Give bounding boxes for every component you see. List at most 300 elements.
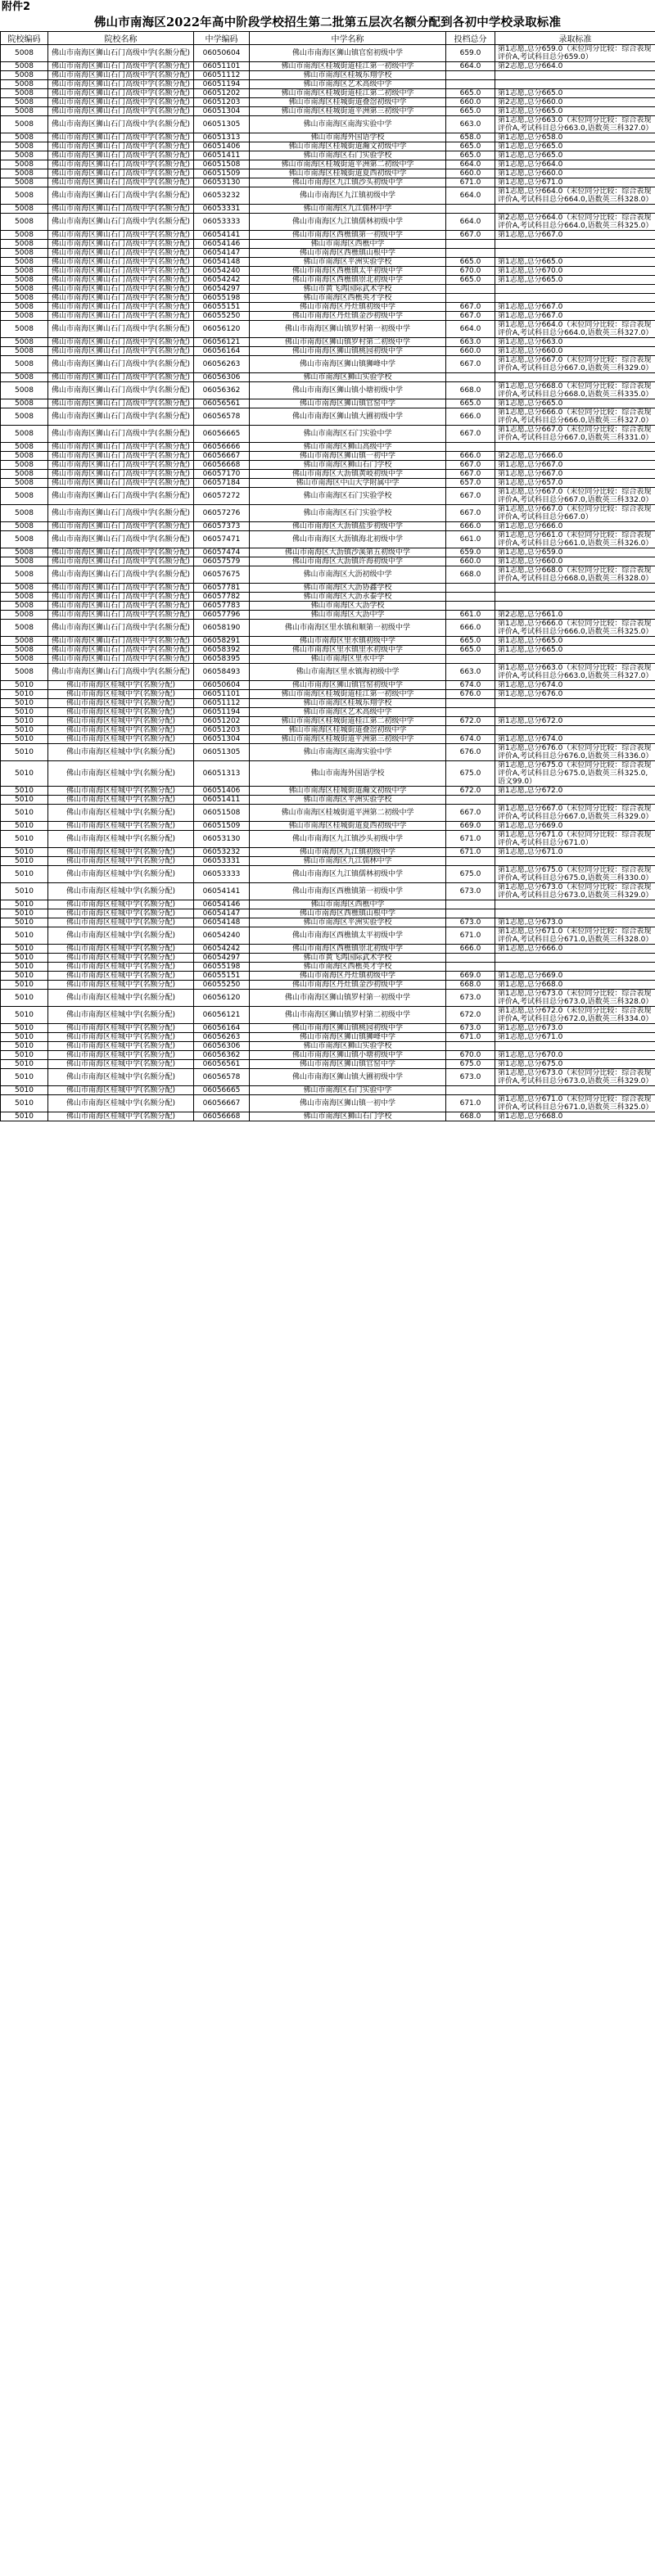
school-code-cell: 5010 [1, 787, 48, 796]
middle-school-name-cell: 佛山市南海区大沥镇海北初级中学 [250, 531, 446, 548]
school-code-cell: 5010 [1, 761, 48, 787]
middle-school-code-cell: 06056665 [194, 1086, 250, 1095]
table-row [1, 169, 655, 178]
admission-standard-cell: 第1志愿,总分668.0 [495, 1112, 655, 1121]
admission-standard-cell: 第1志愿,总分676.0（末位同分比较：综合表现评价A,考试科目总分676.0,语数英三科336.0） [495, 744, 655, 761]
table-row [1, 312, 655, 321]
admission-standard-cell: 第1志愿,总分671.0 [495, 848, 655, 857]
column-header: 院校名称 [48, 32, 194, 45]
middle-school-code-cell: 06056263 [194, 1033, 250, 1042]
middle-school-name-cell: 佛山市南海区狮山镇官窑中学 [250, 399, 446, 408]
score-cell: 676.0 [446, 690, 495, 699]
table-row [1, 963, 655, 972]
middle-school-code-cell: 06056306 [194, 373, 250, 382]
score-cell: 664.0 [446, 62, 495, 71]
school-name-cell: 佛山市南海区桂城中学(名额分配) [48, 744, 194, 761]
table-row [1, 160, 655, 169]
middle-school-code-cell: 06056666 [194, 443, 250, 452]
admission-standard-cell: 第1志愿,总分676.0 [495, 690, 655, 699]
school-code-cell: 5010 [1, 1112, 48, 1121]
score-cell: 664.0 [446, 321, 495, 338]
school-name-cell: 佛山市南海区狮山石门高级中学(名额分配) [48, 356, 194, 373]
middle-school-name-cell: 佛山市南海区桂城街道夏西初级中学 [250, 822, 446, 831]
middle-school-name-cell: 佛山市南海区狮山实验学校 [250, 1042, 446, 1051]
school-name-cell: 佛山市南海区桂城中学(名额分配) [48, 787, 194, 796]
admission-standard-cell: 第1志愿,总分667.0 [495, 461, 655, 470]
admission-standard-cell: 第1志愿,总分667.0（末位同分比较：综合表现评价A,考试科目总分667.0,语数英三科331.0） [495, 426, 655, 443]
table-row [1, 584, 655, 593]
school-name-cell: 佛山市南海区狮山石门高级中学(名额分配) [48, 285, 194, 294]
score-cell: 673.0 [446, 1024, 495, 1033]
admission-standard-cell: 第1志愿,总分667.0（末位同分比较：综合表现评价A,考试科目总分667.0,语数英三科332.0） [495, 488, 655, 505]
middle-school-name-cell: 佛山市南海区里水镇初级中学 [250, 637, 446, 646]
score-cell: 674.0 [446, 735, 495, 744]
admission-standard-cell: 第1志愿,总分667.0（末位同分比较：综合表现评价A,考试科目总分667.0,语数英三科329.0） [495, 356, 655, 373]
middle-school-code-cell: 06056120 [194, 990, 250, 1007]
table-row [1, 857, 655, 866]
school-code-cell: 5008 [1, 285, 48, 294]
admission-standard-cell [495, 294, 655, 303]
middle-school-code-cell: 06053333 [194, 866, 250, 883]
middle-school-name-cell: 佛山市南海区丹灶镇金沙初级中学 [250, 981, 446, 990]
table-row [1, 98, 655, 107]
table-row [1, 1069, 655, 1086]
admission-standard-cell: 第1志愿,总分671.0（末位同分比较：综合表现评价A,考试科目总分671.0） [495, 831, 655, 848]
school-code-cell: 5010 [1, 831, 48, 848]
school-name-cell: 佛山市南海区狮山石门高级中学(名额分配) [48, 107, 194, 116]
school-code-cell: 5008 [1, 169, 48, 178]
admission-standard-cell [495, 443, 655, 452]
school-code-cell: 5008 [1, 488, 48, 505]
middle-school-code-cell: 06055151 [194, 972, 250, 981]
school-code-cell: 5008 [1, 276, 48, 285]
table-row [1, 205, 655, 214]
middle-school-name-cell: 佛山市南海区狮山镇官窑中学 [250, 1060, 446, 1069]
table-row [1, 717, 655, 726]
score-cell: 668.0 [446, 382, 495, 399]
score-cell: 671.0 [446, 1095, 495, 1112]
middle-school-code-cell: 06058395 [194, 655, 250, 664]
table-row [1, 133, 655, 142]
school-code-cell: 5010 [1, 1086, 48, 1095]
table-row [1, 399, 655, 408]
admission-standard-cell [495, 708, 655, 717]
middle-school-code-cell: 06056362 [194, 1051, 250, 1060]
admission-standard-cell [495, 1086, 655, 1095]
score-cell: 659.0 [446, 45, 495, 62]
school-code-cell: 5008 [1, 258, 48, 267]
score-cell: 671.0 [446, 831, 495, 848]
school-code-cell: 5008 [1, 426, 48, 443]
admission-standard-cell [495, 796, 655, 805]
table-row [1, 566, 655, 584]
table-row [1, 231, 655, 240]
school-code-cell: 5008 [1, 240, 48, 249]
school-name-cell: 佛山市南海区桂城中学(名额分配) [48, 866, 194, 883]
admission-standard-cell: 第1志愿,总分667.0 [495, 231, 655, 240]
middle-school-name-cell: 佛山市黄飞鸿国际武术学校 [250, 285, 446, 294]
middle-school-name-cell: 佛山市南海区狮山高级中学 [250, 443, 446, 452]
school-name-cell: 佛山市南海区狮山石门高级中学(名额分配) [48, 160, 194, 169]
admission-standard-cell: 第1志愿,总分671.0（末位同分比较：综合表现评价A,考试科目总分671.0,语数英三科328.0） [495, 927, 655, 945]
table-row [1, 267, 655, 276]
score-cell: 664.0 [446, 187, 495, 205]
score-cell: 670.0 [446, 267, 495, 276]
school-name-cell: 佛山市南海区桂城中学(名额分配) [48, 1095, 194, 1112]
school-code-cell: 5008 [1, 187, 48, 205]
middle-school-code-cell: 06056121 [194, 1007, 250, 1024]
middle-school-name-cell: 佛山市南海区九江儒林中学 [250, 205, 446, 214]
middle-school-code-cell: 06056121 [194, 338, 250, 347]
table-row [1, 972, 655, 981]
school-name-cell: 佛山市南海区狮山石门高级中学(名额分配) [48, 399, 194, 408]
school-name-cell: 佛山市南海区桂城中学(名额分配) [48, 927, 194, 945]
school-code-cell: 5008 [1, 382, 48, 399]
middle-school-code-cell: 06057675 [194, 566, 250, 584]
table-row [1, 548, 655, 557]
middle-school-name-cell: 佛山市南海区桂城街道桂江第一初级中学 [250, 62, 446, 71]
score-cell: 669.0 [446, 822, 495, 831]
middle-school-name-cell: 佛山市南海区狮山镇一初中学 [250, 452, 446, 461]
school-code-cell: 5010 [1, 744, 48, 761]
table-row [1, 408, 655, 426]
school-code-cell: 5010 [1, 963, 48, 972]
middle-school-code-cell: 06054242 [194, 945, 250, 954]
middle-school-code-cell: 06056667 [194, 1095, 250, 1112]
school-name-cell: 佛山市南海区狮山石门高级中学(名额分配) [48, 321, 194, 338]
table-row [1, 294, 655, 303]
school-code-cell: 5008 [1, 655, 48, 664]
score-cell: 661.0 [446, 531, 495, 548]
school-name-cell: 佛山市南海区狮山石门高级中学(名额分配) [48, 461, 194, 470]
school-code-cell: 5008 [1, 566, 48, 584]
admission-standard-cell: 第1志愿,总分663.0 [495, 338, 655, 347]
score-cell: 665.0 [446, 646, 495, 655]
table-row [1, 831, 655, 848]
table-row [1, 373, 655, 382]
admission-standard-cell: 第1志愿,总分659.0 [495, 548, 655, 557]
school-code-cell: 5008 [1, 399, 48, 408]
table-row [1, 356, 655, 373]
school-name-cell: 佛山市南海区狮山石门高级中学(名额分配) [48, 646, 194, 655]
middle-school-name-cell: 佛山市南海区大沥初级中学 [250, 566, 446, 584]
middle-school-code-cell: 06054148 [194, 918, 250, 927]
middle-school-code-cell: 06054297 [194, 285, 250, 294]
score-cell: 660.0 [446, 169, 495, 178]
school-name-cell: 佛山市南海区狮山石门高级中学(名额分配) [48, 522, 194, 531]
middle-school-name-cell: 佛山市南海区里水镇和顺第一初级中学 [250, 620, 446, 637]
table-row [1, 883, 655, 900]
score-cell: 660.0 [446, 557, 495, 566]
school-code-cell: 5010 [1, 866, 48, 883]
school-name-cell: 佛山市南海区狮山石门高级中学(名额分配) [48, 557, 194, 566]
table-row [1, 637, 655, 646]
table-row [1, 726, 655, 735]
table-row [1, 89, 655, 98]
table-row [1, 796, 655, 805]
school-name-cell: 佛山市南海区桂城中学(名额分配) [48, 796, 194, 805]
table-row [1, 593, 655, 602]
middle-school-name-cell: 佛山市南海区里水中学 [250, 655, 446, 664]
middle-school-name-cell: 佛山市南海区狮山镇大圃初级中学 [250, 1069, 446, 1086]
school-name-cell: 佛山市南海区桂城中学(名额分配) [48, 717, 194, 726]
school-name-cell: 佛山市南海区狮山石门高级中学(名额分配) [48, 593, 194, 602]
table-row [1, 71, 655, 80]
school-code-cell: 5008 [1, 443, 48, 452]
score-cell: 664.0 [446, 160, 495, 169]
table-row [1, 866, 655, 883]
school-name-cell: 佛山市南海区桂城中学(名额分配) [48, 1007, 194, 1024]
table-row [1, 45, 655, 62]
admission-standard-cell: 第1志愿,总分666.0（末位同分比较：综合表现评价A,考试科目总分666.0,语数英三科325.0） [495, 620, 655, 637]
score-cell [446, 900, 495, 909]
middle-school-code-cell: 06051509 [194, 169, 250, 178]
admission-standard-cell: 第1志愿,总分665.0 [495, 646, 655, 655]
school-code-cell: 5010 [1, 857, 48, 866]
table-row [1, 620, 655, 637]
admission-standard-cell [495, 1042, 655, 1051]
school-name-cell: 佛山市南海区狮山石门高级中学(名额分配) [48, 276, 194, 285]
middle-school-name-cell: 佛山市南海区大沥永泰学校 [250, 593, 446, 602]
school-code-cell: 5008 [1, 80, 48, 89]
school-name-cell: 佛山市南海区狮山石门高级中学(名额分配) [48, 249, 194, 258]
middle-school-name-cell: 佛山市南海区西樵英才学校 [250, 963, 446, 972]
school-code-cell: 5008 [1, 408, 48, 426]
admission-standard-cell [495, 900, 655, 909]
middle-school-name-cell: 佛山市南海区狮山镇罗村第一初级中学 [250, 321, 446, 338]
score-cell [446, 240, 495, 249]
table-row [1, 822, 655, 831]
admission-standard-cell: 第1志愿,总分666.0（末位同分比较：综合表现评价A,考试科目总分666.0,语数英三科327.0） [495, 408, 655, 426]
school-code-cell: 5010 [1, 1033, 48, 1042]
school-code-cell: 5008 [1, 373, 48, 382]
middle-school-code-cell: 06051112 [194, 699, 250, 708]
column-header: 中学名称 [250, 32, 446, 45]
middle-school-code-cell: 06057272 [194, 488, 250, 505]
middle-school-code-cell: 06057276 [194, 505, 250, 522]
middle-school-code-cell: 06053333 [194, 214, 250, 231]
middle-school-code-cell: 06057579 [194, 557, 250, 566]
middle-school-name-cell: 佛山市南海区狮山镇桃园初级中学 [250, 347, 446, 356]
school-code-cell: 5008 [1, 522, 48, 531]
admission-standard-cell: 第1志愿,总分669.0 [495, 972, 655, 981]
attachment-label: 附件2 [2, 1, 31, 13]
admission-standard-cell: 第1志愿,总分658.0 [495, 133, 655, 142]
middle-school-name-cell: 佛山市南海区狮山石门学校 [250, 461, 446, 470]
middle-school-code-cell: 06053331 [194, 857, 250, 866]
school-name-cell: 佛山市南海区狮山石门高级中学(名额分配) [48, 231, 194, 240]
school-code-cell: 5008 [1, 116, 48, 133]
table-row [1, 107, 655, 116]
middle-school-code-cell: 06056668 [194, 1112, 250, 1121]
admission-standard-cell: 第1志愿,总分671.0 [495, 1033, 655, 1042]
school-code-cell: 5010 [1, 981, 48, 990]
middle-school-code-cell: 06057796 [194, 611, 250, 620]
school-code-cell: 5010 [1, 954, 48, 963]
school-name-cell: 佛山市南海区狮山石门高级中学(名额分配) [48, 214, 194, 231]
school-name-cell: 佛山市南海区狮山石门高级中学(名额分配) [48, 373, 194, 382]
table-row [1, 681, 655, 690]
school-name-cell: 佛山市南海区狮山石门高级中学(名额分配) [48, 312, 194, 321]
admission-standard-cell: 第1志愿,总分670.0 [495, 267, 655, 276]
admission-standard-cell: 第2志愿,总分660.0 [495, 98, 655, 107]
admission-standard-cell: 第1志愿,总分667.0 [495, 470, 655, 479]
score-cell [446, 796, 495, 805]
school-code-cell: 5010 [1, 848, 48, 857]
score-cell: 670.0 [446, 1051, 495, 1060]
table-row [1, 443, 655, 452]
school-name-cell: 佛山市南海区狮山石门高级中学(名额分配) [48, 452, 194, 461]
middle-school-code-cell: 06058392 [194, 646, 250, 655]
table-row [1, 787, 655, 796]
school-code-cell: 5010 [1, 927, 48, 945]
score-cell: 666.0 [446, 945, 495, 954]
middle-school-code-cell: 06051305 [194, 116, 250, 133]
score-cell: 671.0 [446, 1033, 495, 1042]
school-name-cell: 佛山市南海区桂城中学(名额分配) [48, 1033, 194, 1042]
school-code-cell: 5008 [1, 479, 48, 488]
middle-school-name-cell: 佛山市南海区西樵镇太平初级中学 [250, 267, 446, 276]
school-name-cell: 佛山市南海区桂城中学(名额分配) [48, 1024, 194, 1033]
school-code-cell: 5008 [1, 637, 48, 646]
table-row [1, 602, 655, 611]
admission-standard-cell: 第1志愿,总分667.0 [495, 312, 655, 321]
school-name-cell: 佛山市南海区桂城中学(名额分配) [48, 972, 194, 981]
admission-standard-cell: 第1志愿,总分671.0 [495, 178, 655, 187]
table-row [1, 338, 655, 347]
school-code-cell: 5008 [1, 142, 48, 151]
middle-school-code-cell: 06053232 [194, 187, 250, 205]
middle-school-name-cell: 佛山市南海区狮山石门学校 [250, 1112, 446, 1121]
middle-school-name-cell: 佛山市南海区大沥学校 [250, 602, 446, 611]
admission-standard-cell [495, 80, 655, 89]
score-cell: 665.0 [446, 89, 495, 98]
school-name-cell: 佛山市南海区狮山石门高级中学(名额分配) [48, 187, 194, 205]
school-name-cell: 佛山市南海区桂城中学(名额分配) [48, 963, 194, 972]
middle-school-name-cell: 佛山市南海区九江镇沙头初级中学 [250, 831, 446, 848]
middle-school-code-cell: 06051203 [194, 98, 250, 107]
admission-standard-cell [495, 285, 655, 294]
middle-school-code-cell: 06057474 [194, 548, 250, 557]
middle-school-name-cell: 佛山市南海区西樵镇太平初级中学 [250, 927, 446, 945]
admission-standard-cell [495, 249, 655, 258]
score-cell: 672.0 [446, 717, 495, 726]
school-code-cell: 5010 [1, 726, 48, 735]
table-row [1, 470, 655, 479]
table-row [1, 655, 655, 664]
table-row [1, 249, 655, 258]
school-code-cell: 5008 [1, 303, 48, 312]
score-cell [446, 249, 495, 258]
admission-standard-cell: 第1志愿,总分663.0（末位同分比较：综合表现评价A,考试科目总分663.0,语数英三科327.0） [495, 664, 655, 681]
middle-school-name-cell: 佛山市南海区南海实验中学 [250, 116, 446, 133]
score-cell: 657.0 [446, 479, 495, 488]
middle-school-code-cell: 06051313 [194, 761, 250, 787]
school-code-cell: 5008 [1, 356, 48, 373]
middle-school-name-cell: 佛山市南海区桂城街道桂江第一初级中学 [250, 690, 446, 699]
school-code-cell: 5008 [1, 611, 48, 620]
school-name-cell: 佛山市南海区桂城中学(名额分配) [48, 1060, 194, 1069]
table-row [1, 214, 655, 231]
middle-school-code-cell: 06055198 [194, 294, 250, 303]
table-row [1, 452, 655, 461]
middle-school-name-cell: 佛山市南海区狮山镇小塘初级中学 [250, 382, 446, 399]
school-name-cell: 佛山市南海区狮山石门高级中学(名额分配) [48, 303, 194, 312]
admission-standard-cell: 第1志愿,总分665.0 [495, 142, 655, 151]
middle-school-name-cell: 佛山市南海区桂城街道桂江第二初级中学 [250, 717, 446, 726]
school-code-cell: 5010 [1, 972, 48, 981]
admission-standard-cell: 第2志愿,总分661.0 [495, 611, 655, 620]
school-code-cell: 5008 [1, 593, 48, 602]
school-code-cell: 5008 [1, 214, 48, 231]
score-cell: 667.0 [446, 470, 495, 479]
school-code-cell: 5010 [1, 717, 48, 726]
admission-standard-cell: 第1志愿,总分667.0（末位同分比较：综合表现评价A,考试科目总分667.0,语数英三科329.0） [495, 805, 655, 822]
middle-school-code-cell: 06055250 [194, 312, 250, 321]
score-cell: 672.0 [446, 787, 495, 796]
middle-school-code-cell: 06051202 [194, 717, 250, 726]
middle-school-code-cell: 06053130 [194, 831, 250, 848]
school-name-cell: 佛山市南海区桂城中学(名额分配) [48, 1042, 194, 1051]
school-code-cell: 5008 [1, 312, 48, 321]
middle-school-code-cell: 06057373 [194, 522, 250, 531]
middle-school-name-cell: 佛山市南海区桂城街道瀚文初级中学 [250, 142, 446, 151]
middle-school-code-cell: 06054242 [194, 276, 250, 285]
school-code-cell: 5008 [1, 620, 48, 637]
middle-school-code-cell: 06051411 [194, 151, 250, 160]
table-row [1, 505, 655, 522]
score-cell: 665.0 [446, 142, 495, 151]
middle-school-code-cell: 06051508 [194, 805, 250, 822]
school-code-cell: 5008 [1, 231, 48, 240]
table-row [1, 347, 655, 356]
school-name-cell: 佛山市南海区狮山石门高级中学(名额分配) [48, 178, 194, 187]
middle-school-code-cell: 06058190 [194, 620, 250, 637]
school-name-cell: 佛山市南海区桂城中学(名额分配) [48, 1069, 194, 1086]
school-name-cell: 佛山市南海区桂城中学(名额分配) [48, 726, 194, 735]
admission-standard-cell: 第1志愿,总分672.0（末位同分比较：综合表现评价A,考试科目总分672.0,语数英三科334.0） [495, 1007, 655, 1024]
table-row [1, 1007, 655, 1024]
school-name-cell: 佛山市南海区狮山石门高级中学(名额分配) [48, 664, 194, 681]
table-row [1, 1051, 655, 1060]
middle-school-code-cell: 06057783 [194, 602, 250, 611]
middle-school-name-cell: 佛山市南海区九江镇儒林初级中学 [250, 214, 446, 231]
score-cell: 671.0 [446, 178, 495, 187]
school-code-cell: 5010 [1, 1051, 48, 1060]
middle-school-name-cell: 佛山市南海区桂城街道桂江第二初级中学 [250, 89, 446, 98]
admission-standard-cell: 第1志愿,总分668.0（末位同分比较：综合表现评价A,考试科目总分668.0,语数英三科335.0） [495, 382, 655, 399]
middle-school-code-cell: 06056578 [194, 1069, 250, 1086]
middle-school-name-cell: 佛山市南海区狮山镇狮峰中学 [250, 1033, 446, 1042]
middle-school-code-cell: 06056164 [194, 1024, 250, 1033]
middle-school-code-cell: 06051304 [194, 107, 250, 116]
school-name-cell: 佛山市南海区桂城中学(名额分配) [48, 909, 194, 918]
school-name-cell: 佛山市南海区桂城中学(名额分配) [48, 918, 194, 927]
admission-standard-cell: 第1志愿,总分660.0 [495, 557, 655, 566]
middle-school-code-cell: 06054146 [194, 900, 250, 909]
admission-standard-cell: 第1志愿,总分665.0 [495, 637, 655, 646]
middle-school-name-cell: 佛山市南海区大沥镇黄岐初级中学 [250, 470, 446, 479]
school-name-cell: 佛山市南海区狮山石门高级中学(名额分配) [48, 611, 194, 620]
table-row [1, 382, 655, 399]
middle-school-code-cell: 06057184 [194, 479, 250, 488]
middle-school-code-cell: 06057782 [194, 593, 250, 602]
score-cell [446, 1042, 495, 1051]
middle-school-name-cell: 佛山市南海区桂城街道平洲第三初级中学 [250, 107, 446, 116]
school-code-cell: 5010 [1, 690, 48, 699]
score-cell: 666.0 [446, 620, 495, 637]
school-code-cell: 5008 [1, 89, 48, 98]
